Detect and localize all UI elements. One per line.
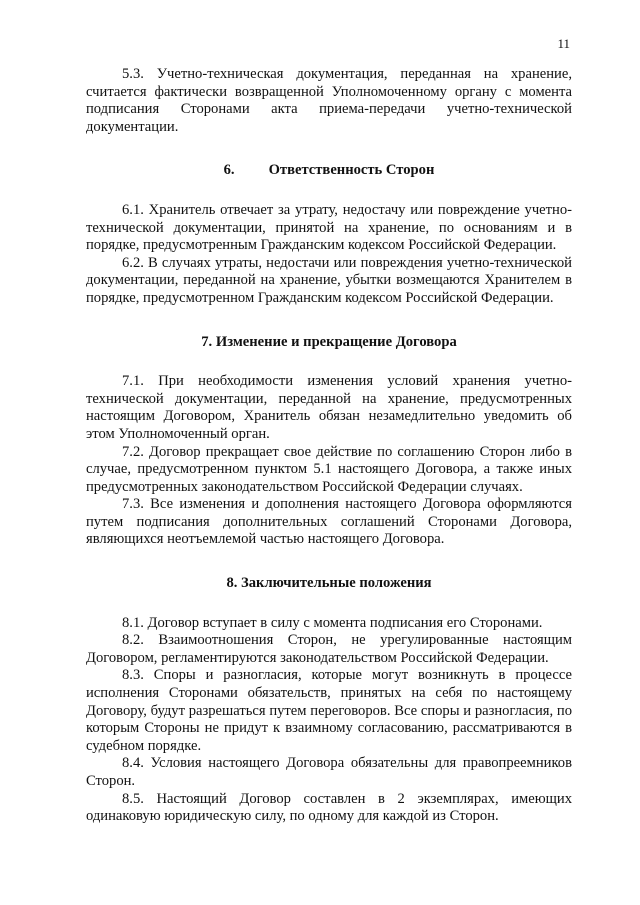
page-number: 11 [557, 36, 570, 51]
section-6-heading [86, 162, 572, 180]
clause-6-2: 6.2. В случаях утраты, недостачи или повреждения учетно-технической документации, переданной на хранение, убытки возмещаются Хранителем в порядке, предусмотренном Гражданским кодексом Российской Федерации. [86, 254, 572, 306]
clause-8-5: 8.5. Настоящий Договор составлен в 2 экземплярах, имеющих одинаковую юридическую силу, по одному для каждой из Сторон. [86, 790, 572, 825]
document-body [86, 66, 572, 826]
spacer [86, 136, 572, 162]
clause-5-3: 5.3. Учетно-техническая документация, переданная на хранение, считается фактически возвращенной Уполномоченному органу с момента подписания Сторонами акта приема-передачи учетно-технической документации. [86, 66, 572, 135]
clause-8-3: 8.3. Споры и разногласия, которые могут возникнуть в процессе исполнения Сторонами обязательств, принятых на себя по настоящему Договору, будут разрешаться путем переговоров. Все споры и разногласия, по которым Стороны не придут к взаимному согласованию, рассматриваются в судебном порядке. [86, 667, 572, 754]
spacer [86, 549, 572, 575]
section-6-number: 6. [223, 162, 235, 179]
clause-8-1: 8.1. Договор вступает в силу с момента подписания его Сторонами. [122, 614, 543, 631]
spacer [86, 351, 572, 373]
clause-6-1: 6.1. Хранитель отвечает за утрату, недостачу или повреждение учетно-технической документации, принятой на хранение, по основаниям и в порядке, предусмотренным Гражданским кодексом Российской Федерации. [86, 201, 572, 254]
clause-8-2: 8.2. Взаимоотношения Сторон, не урегулированные настоящим Договором, регламентируются законодательством Российской Федерации. [86, 632, 572, 666]
section-7-heading: 7. Изменение и прекращение Договора [201, 333, 457, 350]
clause-7-2: 7.2. Договор прекращает свое действие по соглашению Сторон либо в случае, предусмотренном пунктом 5.1 настоящего Договора, а также иных предусмотренных законодательством Российской Федерации случаях. [86, 443, 572, 495]
spacer [86, 180, 572, 202]
clause-7-1: 7.1. При необходимости изменения условий хранения учетно-технической документации, переданной на хранение, предусмотренных настоящим Договором, Хранитель обязан незамедлительно уведомить об этом Уполномоченный орган. [86, 373, 572, 442]
section-6-title: Ответственность Сторон [268, 162, 435, 179]
spacer [86, 593, 572, 615]
spacer [86, 308, 572, 334]
section-8-heading: 8. Заключительные положения [226, 575, 432, 592]
clause-8-4: 8.4. Условия настоящего Договора обязательны для правопреемников Сторон. [86, 755, 572, 789]
clause-7-3: 7.3. Все изменения и дополнения настоящего Договора оформляются путем подписания дополнительных соглашений Сторонами Договора, являющихся неотъемлемой частью настоящего Договора. [86, 496, 572, 548]
